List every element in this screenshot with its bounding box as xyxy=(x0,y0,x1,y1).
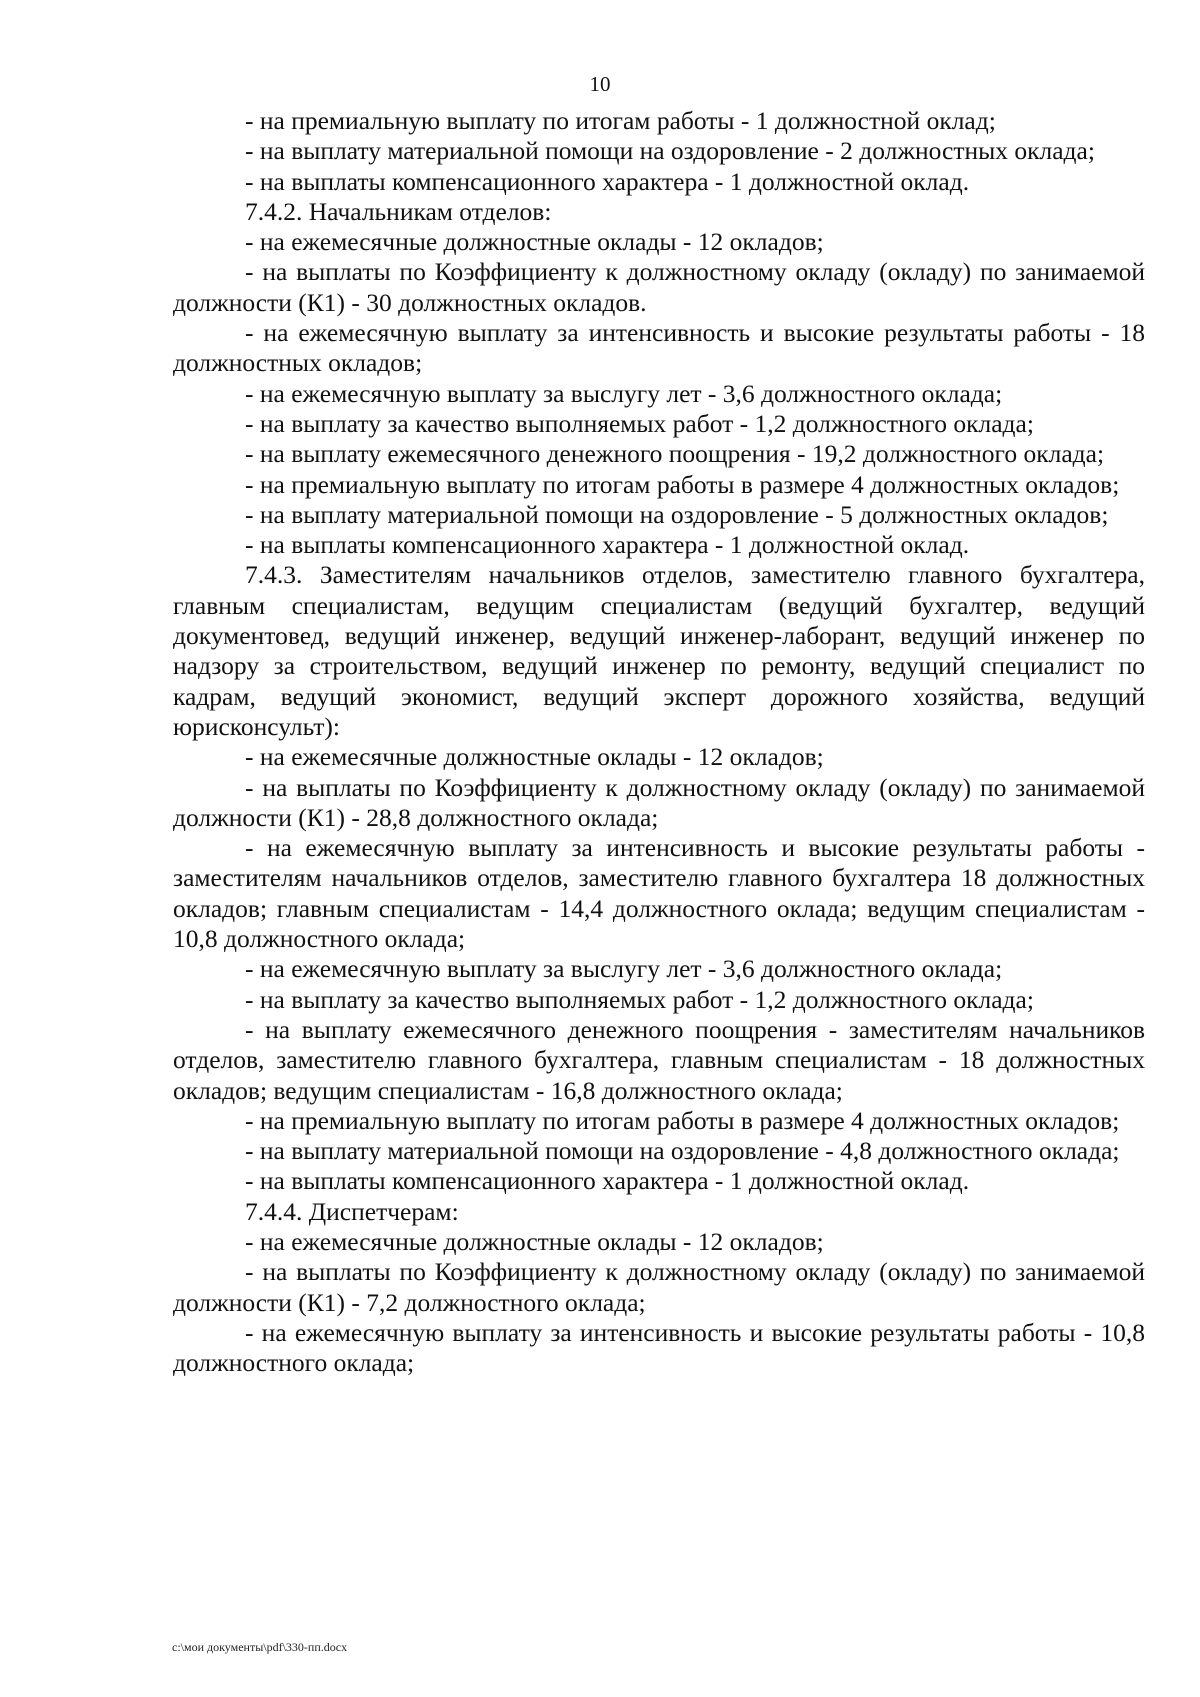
paragraph: - на выплаты по Коэффициенту к должностному окладу (окладу) по занимаемой должности (К1) - 7,2 должностного оклада; xyxy=(173,1257,1145,1317)
paragraph: - на ежемесячные должностные оклады - 12 окладов; xyxy=(245,227,824,257)
section-heading-7-4-4: 7.4.4. Диспетчерам: xyxy=(245,1196,459,1226)
paragraph: - на ежемесячную выплату за выслугу лет - 3,6 должностного оклада; xyxy=(245,378,1003,408)
paragraph: - на выплату ежемесячного денежного поощрения - 19,2 должностного оклада; xyxy=(245,439,1105,469)
paragraph: - на ежемесячные должностные оклады - 12 окладов; xyxy=(245,742,824,772)
paragraph: - на выплату за качество выполняемых работ - 1,2 должностного оклада; xyxy=(245,984,1034,1014)
paragraph: - на выплаты компенсационного характера - 1 должностной оклад. xyxy=(245,530,970,560)
paragraph: - на выплату материальной помощи на оздоровление - 4,8 должностного оклада; xyxy=(245,1136,1120,1166)
section-heading-7-4-3: 7.4.3. Заместителям начальников отделов, заместителю главного бухгалтера, главным специалистам, ведущим специалистам (ведущий бухгалтер, ведущий документовед, ведущий инженер, ведущий инженер-лаборант, ведущий инженер по надзору за строительством, ведущий инженер по ремонту, ведущий специалист по кадрам, ведущий экономист, ведущий эксперт дорожного хозяйства, ведущий юрисконсульт): xyxy=(173,560,1145,741)
paragraph: - на ежемесячную выплату за интенсивность и высокие результаты работы - 10,8 должностного оклада; xyxy=(173,1317,1145,1378)
section-heading-7-4-2: 7.4.2. Начальникам отделов: xyxy=(245,196,552,226)
paragraph: - на премиальную выплату по итогам работы в размере 4 должностных окладов; xyxy=(245,469,1120,499)
paragraph: - на ежемесячную выплату за выслугу лет - 3,6 должностного оклада; xyxy=(245,954,1003,984)
paragraph: - на выплату ежемесячного денежного поощрения - заместителям начальников отделов, заместителю главного бухгалтера, главным специалистам - 18 должностных окладов; ведущим специалистам - 16,8 должностного оклада; xyxy=(173,1014,1145,1105)
paragraph: - на ежемесячную выплату за интенсивность и высокие результаты работы - 18 должностных окладов; xyxy=(173,318,1145,378)
paragraph: - на премиальную выплату по итогам работы - 1 должностной оклад; xyxy=(245,106,996,135)
paragraph: - на выплаты по Коэффициенту к должностному окладу (окладу) по занимаемой должности (К1) - 30 должностных окладов. xyxy=(173,257,1145,317)
page-number: 10 xyxy=(589,72,611,96)
paragraph: - на выплату материальной помощи на оздоровление - 2 должностных оклада; xyxy=(245,136,1095,166)
paragraph: - на выплаты по Коэффициенту к должностному окладу (окладу) по занимаемой должности (К1) - 28,8 должностного оклада; xyxy=(173,772,1145,832)
document-body xyxy=(173,106,1145,1378)
paragraph: - на премиальную выплату по итогам работы в размере 4 должностных окладов; xyxy=(245,1105,1120,1135)
paragraph: - на выплаты компенсационного характера - 1 должностной оклад. xyxy=(245,1166,970,1196)
paragraph: - на выплату за качество выполняемых работ - 1,2 должностного оклада; xyxy=(245,408,1034,438)
paragraph: - на ежемесячную выплату за интенсивность и высокие результаты работы - заместителям начальников отделов, заместителю главного бухгалтера 18 должностных окладов; главным специалистам - 14,4 должностного оклада; ведущим специалистам - 10,8 должностного оклада; xyxy=(173,833,1145,954)
paragraph: - на выплаты компенсационного характера - 1 должностной оклад. xyxy=(245,166,970,196)
paragraph: - на ежемесячные должностные оклады - 12 окладов; xyxy=(245,1226,824,1256)
paragraph: - на выплату материальной помощи на оздоровление - 5 должностных окладов; xyxy=(245,499,1109,529)
footer-file-path: c:\мои документы\pdf\330-пп.docx xyxy=(172,1640,348,1654)
